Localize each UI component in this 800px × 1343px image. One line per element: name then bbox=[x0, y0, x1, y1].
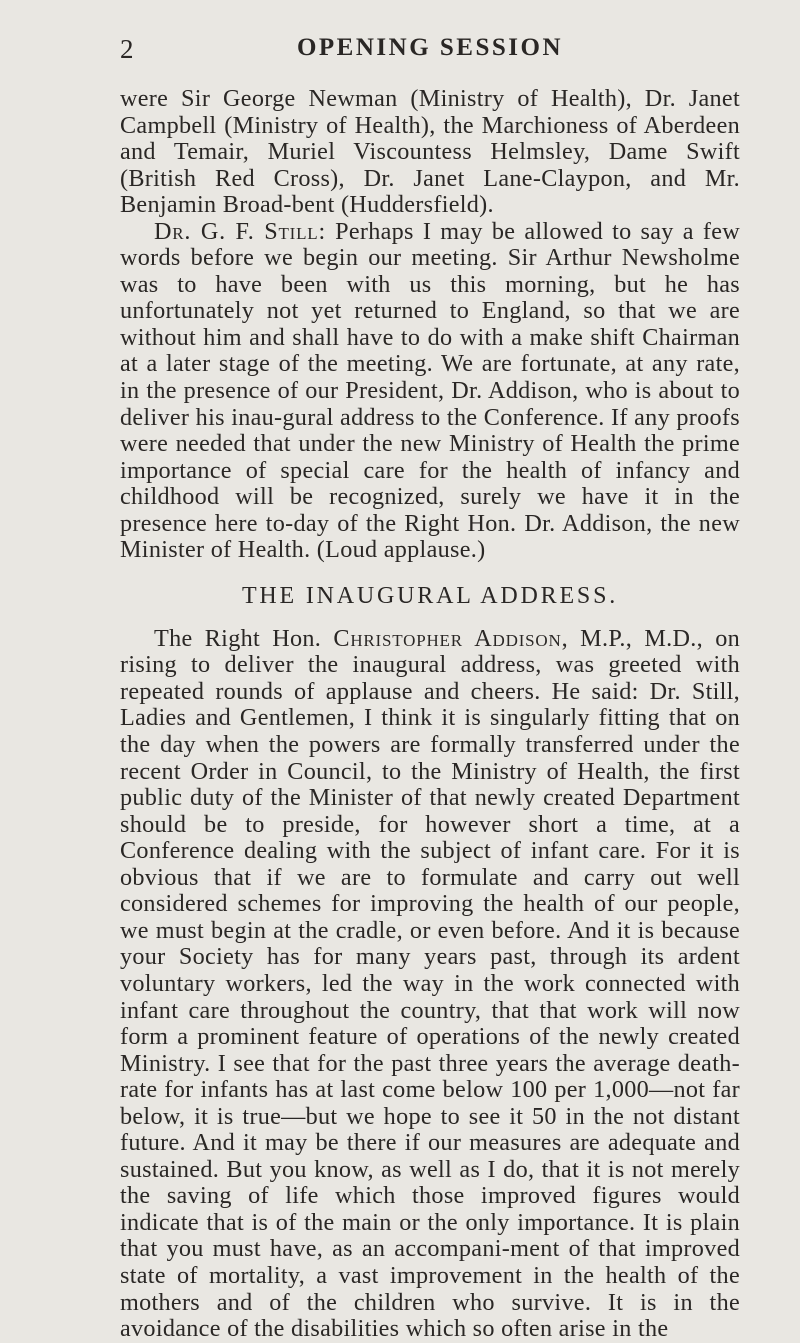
paragraph-attendees: were Sir George Newman (Ministry of Health), Dr. Janet Campbell (Ministry of Health), the Marchioness of Aberdeen and Temair, Muriel Viscountess Helmsley, Dame Swift (British Red Cross), Dr. Janet Lane-Claypon, and Mr. Benjamin Broad-bent (Huddersfield). bbox=[120, 85, 740, 219]
section-heading: THE INAUGURAL ADDRESS. bbox=[241, 582, 619, 609]
running-title: OPENING SESSION bbox=[296, 34, 564, 61]
speaker-name-addison: Christopher Addison bbox=[333, 624, 562, 652]
page-number: 2 bbox=[120, 34, 135, 64]
paragraph-inaugural-address bbox=[120, 626, 740, 1343]
address-lead: The Right Hon. bbox=[154, 624, 334, 652]
address-text: , M.P., M.D., on rising to deliver the inaugural address, was greeted with repeated rounds of applause and cheers. He said: Dr. Still, Ladies and Gentlemen, I think it is singularly fitting that on the day when the powers are formally transferred under the recent Order in Council, to the Ministry of Health, the first public duty of the Minister of that newly created Department should be to preside, for however short a time, at a Conference dealing with the subject of infant care. For it is obvious that if we are to formulate and carry out well considered schemes for improving the health of our people, we must begin at the cradle, or even before. And it is because your Society has for many years past, through its ardent voluntary workers, led the way in the work connected with infant care throughout the country, that that work will now form a prominent feature of operations of the newly created Ministry. I see that for the past three years the average death-rate for infants has at last come below 100 per 1,000—not far below, it is true—but we hope to see it 50 in the not distant future. And it may be there if our measures are adequate and sustained. But you know, as well as I do, that it is not merely the saving of life which those improved figures would indicate that is of the main or the only importance. It is plain that you must have, as an accompani-ment of that improved state of mortality, a vast improvement in the health of the mothers and of the children who survive. It is in the avoidance of the disabilities which so often arise in the bbox=[120, 624, 740, 1343]
speaker-name: Dr. G. F. Still: bbox=[154, 217, 327, 245]
body-text bbox=[120, 86, 740, 1343]
remarks-text: Perhaps I may be allowed to say a few words before we begin our meeting. Sir Arthur Newsholme was to have been with us this morning, but he has unfortunately not yet returned to England, so that we are without him and shall have to do with a make shift Chairman at a later stage of the meeting. We are fortunate, at any rate, in the presence of our President, Dr. Addison, who is about to deliver his inau-gural address to the Conference. If any proofs were needed that under the new Ministry of Health the prime importance of special care for the health of infancy and childhood will be recognized, surely we have it in the presence here to-day of the Right Hon. Dr. Addison, the new Minister of Health. (Loud applause.) bbox=[120, 217, 741, 564]
running-head bbox=[120, 34, 740, 66]
paragraph-still-remarks bbox=[120, 219, 740, 564]
